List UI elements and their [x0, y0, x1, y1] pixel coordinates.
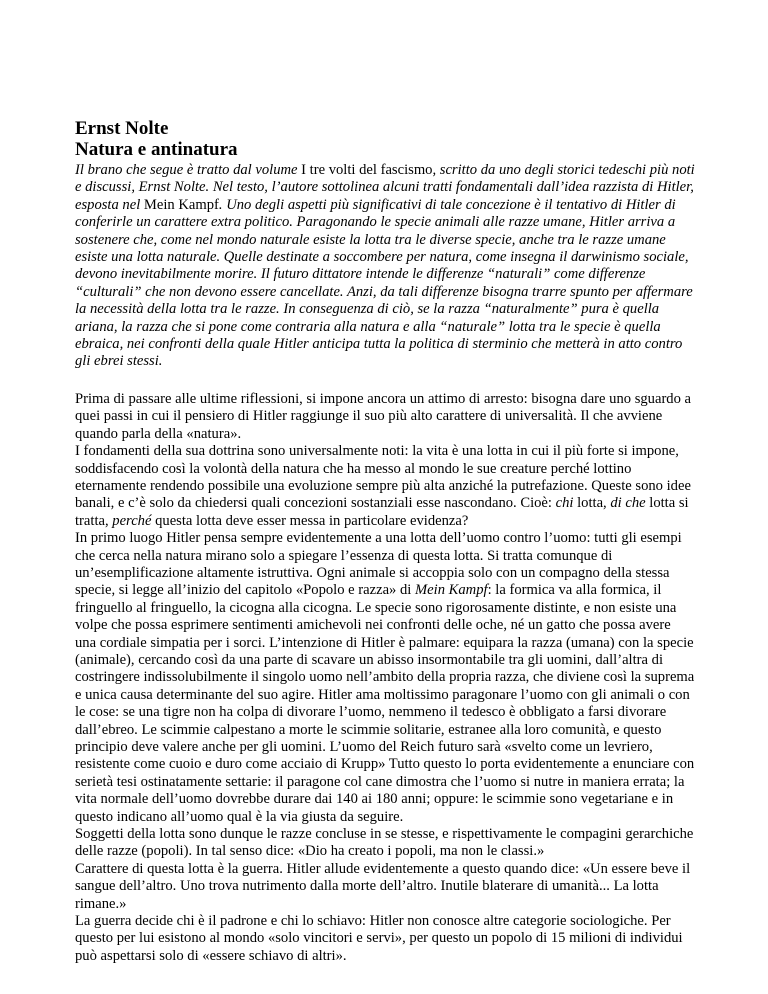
paragraph-2-text-2: lotta,	[573, 495, 611, 512]
paragraph-2-text-3: lotta si tratta,	[75, 495, 689, 529]
paragraph-5: Carattere di questa lotta è la guerra. Hitler allude evidentemente a questo quando dice: «Un essere beve il sangue dell’altro. Uno trova nutrimento dalla morte dell’altro. Inutile blaterare di umanità... La lotta rimane.»	[75, 860, 691, 912]
intro-text-3: . Uno degli aspetti più significativi di tale concezione è il tentativo di Hitler di conferirle un carattere extra politico. Paragonando le specie animali alle razze umane, Hitler arriva a sostenere che, come nel mondo naturale esiste la lotta tra le diverse specie, anche tra le razze umane esiste una lotta naturale. Quelle destinate a soccombere per natura, come insegna il darwinismo sociale, devono inevitabilmente morire. Il futuro dittatore intende le differenze “naturali” come differenze “culturali” che non devono essere cancellate. Anzi, da tali differenze bisogna trarre spunto per affermare la necessità della lotta tra le razze. In conseguenza di ciò, se la razza “naturalmente” pura è quella ariana, la razza che si pone come contraria alla natura e alla “naturale” lotta tra le specie è quella ebraica, nei confronti della quale Hitler anticipa tutta la politica di sterminio che metterà in atto contro gli ebrei stessi.	[75, 196, 693, 370]
paragraph-2-em-perche: perché	[112, 512, 152, 529]
paragraph-3-em-mein-kampf: Mein Kampf	[415, 582, 488, 599]
intro-text-2: , scritto da uno degli storici tedeschi più noti e discussi, Ernst Nolte. Nel testo, l’autore sottolinea alcuni tratti fondamentali dall’idea razzista di Hitler, esposta nel	[75, 162, 695, 213]
intro-book-title: I tre volti del fascismo	[301, 162, 433, 178]
paragraph-4: Soggetti della lotta sono dunque le razze concluse in se stesse, e rispettivamente le compagini gerarchiche delle razze (popoli). In tal senso dice: «Dio ha creato i popoli, ma non le classi.»	[75, 826, 694, 860]
title-main: Natura e antinatura	[75, 139, 238, 160]
paragraph-2-text-4: questa lotta deve esser messa in particolare evidenza?	[151, 512, 469, 529]
title-author: Ernst Nolte	[75, 118, 169, 139]
intro-mein-kampf: Mein Kampf	[143, 196, 219, 213]
paragraph-6: La guerra decide chi è il padrone e chi lo schiavo: Hitler non conosce altre categorie sociologiche. Per questo per lui esistono al mondo «solo vincitori e servi», per questo un popolo di 15 milioni di individui può aspettarsi solo di «essere schiavo di altri».	[75, 913, 683, 964]
document-title	[75, 118, 695, 160]
body-text	[75, 391, 695, 965]
paragraph-3-text-2: : la formica va alla formica, il fringuello al fringuello, la cicogna alla cicogna. Le specie sono rigorosamente distinte, e non esiste una volpe che possa esprimere sentimenti amichevoli nei confronti delle oche, né un gatto che possa avere una cordiale simpatia per i sorci. L’intenzione di Hitler è palmare: equipara la razza (umana) con la specie (animale), cercando così da una parte di scavare un abisso insormontabile tra gli uomini, dall’altra di costringere indissolubilmente il singolo uomo nell’ambito della propria razza, che diviene così la suprema e unica causa determinante del suo agire. Hitler ama moltissimo paragonare l’uomo con gli animali o con le cose: se una tigre non ha colpa di divorare l’uomo, nemmeno il tedesco è obbligato a farsi divorare dall’ebreo. Le scimmie calpestano a morte le scimmie solitarie, estranee alla loro comunità, e questo principio deve valere anche per gli uomini. L’uomo del Reich futuro sarà «svelto come un levriero, resistente come cuoio e duro come acciaio di Krupp» Tutto questo lo porta evidentemente a enunciare con serietà tesi ostinatamente settarie: il paragone col cane dimostra che l’uomo si nutre in maniera errata; la vita normale dell’uomo dovrebbe durare dai 140 ai 180 anni; oppure: le scimmie sono vegetariane e in questo indicano all’uomo qual è la via giusta da seguire.	[75, 582, 695, 825]
intro-paragraph	[75, 162, 695, 371]
paragraph-2-text-1: I fondamenti della sua dottrina sono universalmente noti: la vita è una lotta in cui il più forte si impone, soddisfacendo così la volontà della natura che ha messo al mondo le sue creature perché lottino eternamente rendendo possibile una evoluzione sempre più alta anziché la putrefazione. Queste sono idee banali, e c’è solo da chiedersi quali concezioni sostanziali esse nascondano. Cioè:	[75, 443, 691, 512]
paragraph-1: Prima di passare alle ultime riflessioni, si impone ancora un attimo di arresto: bisogna dare uno sguardo a quei passi in cui il pensiero di Hitler raggiunge il suo più alto carattere di universalità. Il che avviene quando parla della «natura».	[75, 390, 692, 442]
paragraph-3	[75, 530, 695, 826]
paragraph-2	[75, 443, 695, 530]
intro-text-1: Il brano che segue è tratto dal volume	[75, 162, 302, 178]
paragraph-2-em-chi: chi	[555, 495, 574, 512]
paragraph-3-text-1: In primo luogo Hitler pensa sempre evidentemente a una lotta dell’uomo contro l’uomo: tutti gli esempi che cerca nella natura mirano solo a spiegare l’essenza di questa lotta. Si tratta comunque di un’esemplificazione altamente istruttiva. Ogni animale si accoppia solo con un compagno della stessa specie, si legge all’inizio del capitolo «Popolo e razza» di	[75, 530, 682, 599]
paragraph-2-em-di-che: di che	[610, 495, 646, 512]
